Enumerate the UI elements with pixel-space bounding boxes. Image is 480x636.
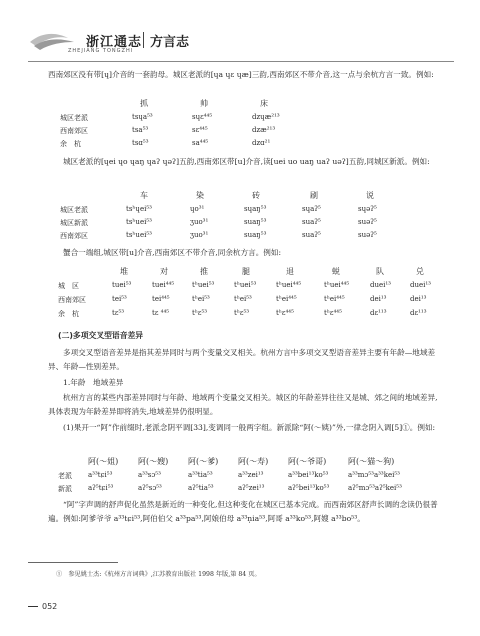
table-3-col-5: 退 <box>286 267 294 276</box>
table-cell: tʰuei⁴⁴⁵ <box>324 281 350 289</box>
table-3-col-1: 堆 <box>120 267 128 276</box>
table-cell: duei¹³ <box>370 281 391 289</box>
table-cell: tsʰuei⁵³ <box>126 218 152 226</box>
table-cell: a³³tɕi⁵³ <box>88 471 113 479</box>
table-3-col-3: 推 <box>200 267 208 276</box>
table-3-col-4: 腿 <box>242 267 250 276</box>
table-2-col-3: 砖 <box>252 191 260 200</box>
page-number-text: 052 <box>42 602 58 611</box>
table-cell: suəʔ⁵ <box>358 231 377 239</box>
page-number-bar <box>28 606 38 607</box>
table-cell: tɛ ⁴⁴⁵ <box>152 309 170 317</box>
table-cell: a³³mɔ⁵³a³³kei⁵³ <box>348 471 400 479</box>
table-cell: aʔ⁵mɔ⁵³aʔ⁵kei⁵³ <box>348 484 402 492</box>
table-3-col-2: 对 <box>160 267 168 276</box>
footnote: ① 参见姚士杰:《杭州方言词典》,江苏教育出版社 1998 年版,第 84 页。 <box>56 571 261 578</box>
table-2-col-5: 说 <box>366 191 374 200</box>
paragraph-5: 1.年龄 地域差异 <box>63 378 124 387</box>
table-cell: dɛ¹¹³ <box>370 309 387 317</box>
section-title: 方言志 <box>150 35 190 50</box>
header-rule <box>28 61 454 62</box>
row-label: 城 区 <box>58 282 79 290</box>
row-label: 余 杭 <box>60 140 81 148</box>
table-cell: dei¹³ <box>370 295 387 303</box>
table-cell: suaʔ⁵ <box>302 231 321 239</box>
table-cell: tsʰuei⁵³ <box>126 231 152 239</box>
table-4-col-1: 阿(～姐) <box>88 457 119 466</box>
table-cell: duei¹³ <box>410 281 431 289</box>
table-cell: sɛ⁴⁴⁵ <box>192 126 208 134</box>
table-1 <box>48 98 438 150</box>
row-label: 老派 <box>58 472 72 480</box>
paragraph-1: 西南郊区没有带[ɥ]介音的一套韵母。城区老派的[ɥa ɥɛ ɥæ]三韵,西南郊区不带介音,这一点与余杭方言一致。例如: <box>48 70 434 79</box>
table-cell: suaʔ⁵ <box>302 218 321 226</box>
table-cell: sɥəʔ⁵ <box>358 205 377 213</box>
table-cell: aʔ⁵bei¹³ko⁵³ <box>288 484 330 492</box>
table-cell: tʰuei⁵³ <box>192 281 215 289</box>
table-2 <box>48 190 438 242</box>
header-separator <box>143 32 144 48</box>
table-3-col-7: 队 <box>376 267 384 276</box>
table-cell: sa⁴⁴⁵ <box>192 139 209 147</box>
row-label: 新派 <box>58 485 72 493</box>
table-cell: dzæ²¹³ <box>252 126 276 134</box>
table-cell: tʰuei⁴⁴⁵ <box>276 281 302 289</box>
brand-subtitle: ZHEJIANG TONGZHI <box>68 48 134 54</box>
table-cell: tʰuei⁵³ <box>234 281 257 289</box>
page-header <box>28 28 454 64</box>
table-cell: tʰei⁵³ <box>234 295 252 303</box>
paragraph-7: (1)果开一“阿”作前缀时,老派念阴平调[33],变调同一般两字组。新派除“阿(～姨)”外,一律念阴入调[5]①。例如: <box>63 423 436 432</box>
table-cell: aʔ⁵tia⁵³ <box>188 484 214 492</box>
table-4-col-3: 阿(～爹) <box>188 457 219 466</box>
table-cell: tsʰɥei⁵³ <box>126 205 152 213</box>
row-label: 城区新派 <box>60 219 88 227</box>
table-3-col-8: 兑 <box>416 267 424 276</box>
table-1-col-3: 床 <box>260 99 268 108</box>
table-1-col-2: 帅 <box>200 99 208 108</box>
table-cell: a³³sɔ⁵³ <box>138 471 161 479</box>
table-cell: sɥaʔ⁵ <box>302 205 321 213</box>
table-4-col-4: 阿(～寿) <box>238 457 269 466</box>
table-4-col-5: 阿(～爷哥) <box>288 457 327 466</box>
brand-title: 浙江通志 <box>86 35 143 50</box>
table-2-col-1: 车 <box>140 191 148 200</box>
paragraph-2: 城区老派的[ɥei ɥo ɥaŋ ɥaʔ ɥəʔ]五韵,西南郊区带[u]介音,读[uei uo uaŋ uaʔ uəʔ]五韵,同城区新派。例如: <box>63 157 430 166</box>
table-cell: aʔ⁵zei¹³ <box>238 484 265 492</box>
table-cell: tuei⁴⁴⁵ <box>152 281 175 289</box>
table-cell: tuei⁵³ <box>112 281 132 289</box>
paragraph-4: 多项交叉型语音差异是指其差异同时与两个变量交叉相关。杭州方言中多项交叉型语音差异主要有年龄—地域差异、年龄—性别差异。 <box>48 348 436 371</box>
table-cell: sɥaŋ⁵³ <box>244 205 267 213</box>
row-label: 城区老派 <box>60 114 88 122</box>
page-number <box>28 602 57 611</box>
table-cell: dzɑ²¹ <box>252 139 271 147</box>
table-cell: a³³bei¹³ko⁵³ <box>288 471 329 479</box>
table-2-col-4: 刷 <box>310 191 318 200</box>
table-cell: aʔ⁵tɕi⁵³ <box>88 484 114 492</box>
row-label: 西南郊区 <box>60 232 88 240</box>
row-label: 余 杭 <box>58 310 79 318</box>
paragraph-3: 蟹合一端组,城区带[u]介音,西南郊区不带介音,同余杭方言。例如: <box>63 248 282 257</box>
table-cell: tʰei⁴⁴⁵ <box>324 295 345 303</box>
section-subheading: (二)多项交叉型语音差异 <box>58 331 144 340</box>
table-cell: tsɑ⁵³ <box>132 139 149 147</box>
table-cell: ɥo³¹ <box>190 205 205 213</box>
table-cell: a³³tia⁵³ <box>188 471 213 479</box>
table-cell: a³³zei¹³ <box>238 471 264 479</box>
table-4-col-6: 阿(～猫～狗) <box>348 457 395 466</box>
table-cell: tsa⁵³ <box>132 126 149 134</box>
table-cell: tei⁵³ <box>112 295 127 303</box>
footnote-rule <box>28 562 118 563</box>
table-cell: tʰɛ⁴⁴⁵ <box>276 309 294 317</box>
table-4-col-2: 阿(～嫂) <box>138 457 169 466</box>
table-3 <box>48 266 440 322</box>
table-cell: tʰei⁴⁴⁵ <box>276 295 297 303</box>
table-cell: tsɥa⁵³ <box>132 113 153 121</box>
table-cell: dei¹³ <box>410 295 427 303</box>
table-cell: tʰɛ⁵³ <box>234 309 250 317</box>
table-cell: tʰɛ⁴⁴⁵ <box>324 309 342 317</box>
row-label: 西南郊区 <box>58 296 86 304</box>
table-cell: tʰɛ⁵³ <box>192 309 208 317</box>
table-4 <box>48 456 440 496</box>
table-cell: ʒuo³¹ <box>190 218 209 226</box>
table-cell: ʒuo³¹ <box>190 231 209 239</box>
table-1-col-1: 抓 <box>140 99 148 108</box>
table-cell: dzɥæ²¹³ <box>252 113 280 121</box>
table-cell: dɛ¹¹³ <box>410 309 427 317</box>
table-cell: sɥɛ⁴⁴⁵ <box>192 113 213 121</box>
table-cell: suaŋ⁵³ <box>244 231 267 239</box>
table-cell: tɛ⁵³ <box>112 309 125 317</box>
table-cell: tʰei⁵³ <box>192 295 210 303</box>
table-cell: tei⁴⁴⁵ <box>152 295 170 303</box>
table-cell: suaŋ⁵³ <box>244 218 267 226</box>
paragraph-8: “阿”字声调的舒声促化虽然是新近的一种变化,但这种变化在城区已基本完成。而西南郊区舒声长调的念读仍很普遍。例如:阿爹爷爷 a³³tɕi⁵³,阿伯伯父 a³³pa⁵³,阿娘伯母 a³³n̩ia⁵³,阿哥 a³³ko⁵³,阿嫂 a³³bo⁵³。 <box>48 500 438 523</box>
table-2-col-2: 染 <box>196 191 204 200</box>
paragraph-6: 杭州方言的某些内部差异同时与年龄、地域两个变量交叉相关。城区的年龄差异往往又是城、郊之间的地域差异,具体表现为年龄差异即将消失,地域差异仍很明显。 <box>48 393 438 416</box>
row-label: 西南郊区 <box>60 127 88 135</box>
table-cell: aʔ⁵sɔ⁵³ <box>138 484 162 492</box>
table-cell: suəʔ⁵ <box>358 218 377 226</box>
row-label: 城区老派 <box>60 206 88 214</box>
table-3-col-6: 蜕 <box>332 267 340 276</box>
